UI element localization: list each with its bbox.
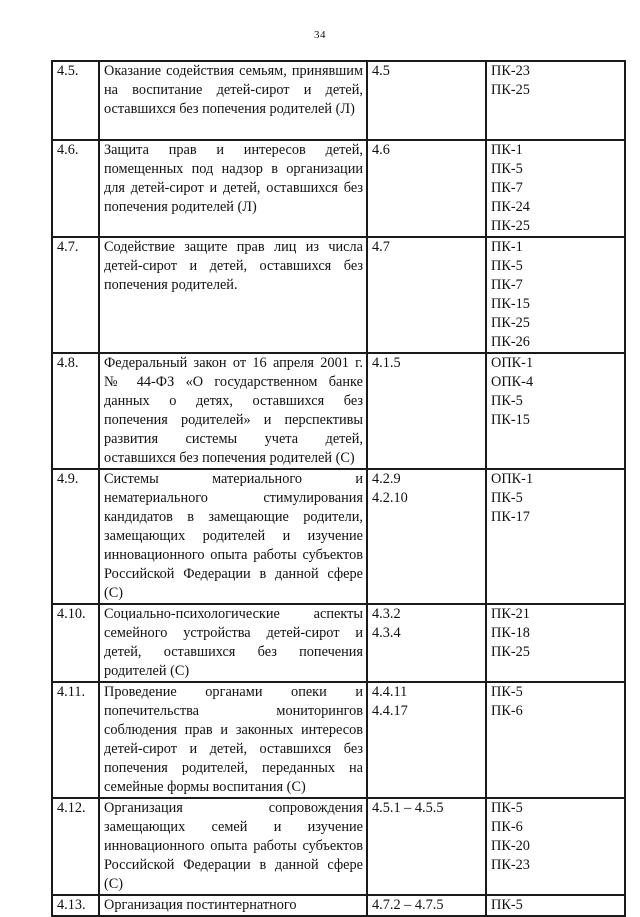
row-number: 4.11. — [52, 682, 99, 798]
competencies-cell — [486, 895, 625, 916]
competency-code: ПК-5 — [491, 684, 523, 700]
row-number: 4.12. — [52, 798, 99, 895]
topic-cell — [99, 469, 367, 604]
section-code-cell — [367, 798, 486, 895]
competency-code: ПК-25 — [491, 315, 530, 331]
competencies-cell — [486, 61, 625, 140]
row-number: 4.5. — [52, 61, 99, 140]
competency-code: ПК-18 — [491, 625, 530, 641]
section-code: 4.3.2 — [372, 606, 401, 622]
table-row — [52, 61, 625, 140]
section-code: 4.5.1 – 4.5.5 — [372, 800, 444, 816]
row-number: 4.8. — [52, 353, 99, 469]
competencies-cell — [486, 353, 625, 469]
competency-code: ПК-25 — [491, 82, 530, 98]
section-code: 4.7 — [372, 239, 390, 255]
competency-code: ОПК-1 — [491, 471, 534, 487]
competency-code: ПК-1 — [491, 239, 523, 255]
curriculum-table-body — [52, 61, 625, 916]
competency-code: ПК-26 — [491, 334, 530, 350]
competency-code: ПК-21 — [491, 606, 530, 622]
row-number: 4.10. — [52, 604, 99, 682]
topic-cell — [99, 604, 367, 682]
section-code-cell — [367, 61, 486, 140]
competency-code: ПК-1 — [491, 142, 523, 158]
competencies-cell — [486, 469, 625, 604]
section-code: 4.2.10 — [372, 490, 408, 506]
page-number: 34 — [314, 29, 326, 41]
competency-code: ПК-25 — [491, 644, 530, 660]
topic-cell — [99, 140, 367, 237]
topic-cell — [99, 895, 367, 916]
section-code: 4.3.4 — [372, 625, 401, 641]
section-code-cell — [367, 682, 486, 798]
topic-text: Проведение органами опеки и попечительства мониторингов соблюдения прав и законных интересов детей-сирот и детей, оставшихся без попечения родителей, переданных на семейные формы воспитания (С) — [104, 684, 363, 795]
competency-code: ПК-7 — [491, 180, 523, 196]
competency-code: ПК-15 — [491, 296, 530, 312]
competencies-cell — [486, 237, 625, 353]
curriculum-table — [51, 60, 626, 917]
row-number: 4.7. — [52, 237, 99, 353]
topic-text: Федеральный закон от 16 апреля 2001 г. № 44-ФЗ «О государственном банке данных о детях, оставшихся без попечения родителей» и перспективы развития системы учета детей, оставшихся без попечения родителей (С) — [104, 355, 363, 466]
section-code-cell — [367, 237, 486, 353]
section-code: 4.5 — [372, 63, 390, 79]
table-row — [52, 798, 625, 895]
topic-cell — [99, 798, 367, 895]
topic-text: Системы материального и нематериального стимулирования кандидатов в замещающие родители, замещающих родителей и изучение инновационного опыта работы субъектов Российской Федерации в данной сфере (С) — [104, 471, 363, 601]
table-row — [52, 140, 625, 237]
competency-code: ПК-5 — [491, 490, 523, 506]
competency-code: ПК-5 — [491, 258, 523, 274]
table-row — [52, 237, 625, 353]
section-code: 4.4.11 — [372, 684, 408, 700]
topic-cell — [99, 353, 367, 469]
topic-cell — [99, 682, 367, 798]
competency-code: ПК-24 — [491, 199, 530, 215]
competencies-cell — [486, 140, 625, 237]
section-code: 4.6 — [372, 142, 390, 158]
section-code: 4.7.2 – 4.7.5 — [372, 897, 444, 913]
section-code-cell — [367, 353, 486, 469]
topic-text: Организация постинтернатного — [104, 897, 297, 913]
section-code-cell — [367, 469, 486, 604]
topic-text: Социально-психологические аспекты семейного устройства детей-сирот и детей, оставшихся без попечения родителей (С) — [104, 606, 363, 679]
competency-code: ПК-6 — [491, 703, 523, 719]
competency-code: ОПК-4 — [491, 374, 534, 390]
competency-code: ПК-5 — [491, 800, 523, 816]
topic-cell — [99, 61, 367, 140]
topic-text: Оказание содействия семьям, принявшим на воспитание детей-сирот и детей, оставшихся без попечения родителей (Л) — [104, 63, 363, 117]
table-row — [52, 353, 625, 469]
competency-code: ПК-15 — [491, 412, 530, 428]
table-row — [52, 469, 625, 604]
topic-cell — [99, 237, 367, 353]
section-code-cell — [367, 604, 486, 682]
section-code-cell — [367, 895, 486, 916]
competency-code: ПК-23 — [491, 857, 530, 873]
topic-text: Защита прав и интересов детей, помещенных под надзор в организации для детей-сирот и детей, оставшихся без попечения родителей (Л) — [104, 142, 363, 215]
section-code: 4.4.17 — [372, 703, 408, 719]
competencies-cell — [486, 682, 625, 798]
section-code: 4.1.5 — [372, 355, 401, 371]
competency-code: ОПК-1 — [491, 355, 534, 371]
row-number: 4.13. — [52, 895, 99, 916]
table-row — [52, 895, 625, 916]
competency-code: ПК-5 — [491, 897, 523, 913]
table-row — [52, 682, 625, 798]
table-row — [52, 604, 625, 682]
competency-code: ПК-23 — [491, 63, 530, 79]
topic-text: Организация сопровождения замещающих семей и изучение инновационного опыта работы субъектов Российской Федерации в данной сфере (С) — [104, 800, 363, 892]
competencies-cell — [486, 604, 625, 682]
section-code-cell — [367, 140, 486, 237]
competency-code: ПК-5 — [491, 393, 523, 409]
competency-code: ПК-7 — [491, 277, 523, 293]
competency-code: ПК-6 — [491, 819, 523, 835]
competency-code: ПК-25 — [491, 218, 530, 234]
competency-code: ПК-17 — [491, 509, 530, 525]
section-code: 4.2.9 — [372, 471, 401, 487]
row-number: 4.9. — [52, 469, 99, 604]
row-number: 4.6. — [52, 140, 99, 237]
topic-text: Содействие защите прав лиц из числа детей-сирот и детей, оставшихся без попечения родителей. — [104, 239, 363, 293]
competencies-cell — [486, 798, 625, 895]
competency-code: ПК-20 — [491, 838, 530, 854]
competency-code: ПК-5 — [491, 161, 523, 177]
